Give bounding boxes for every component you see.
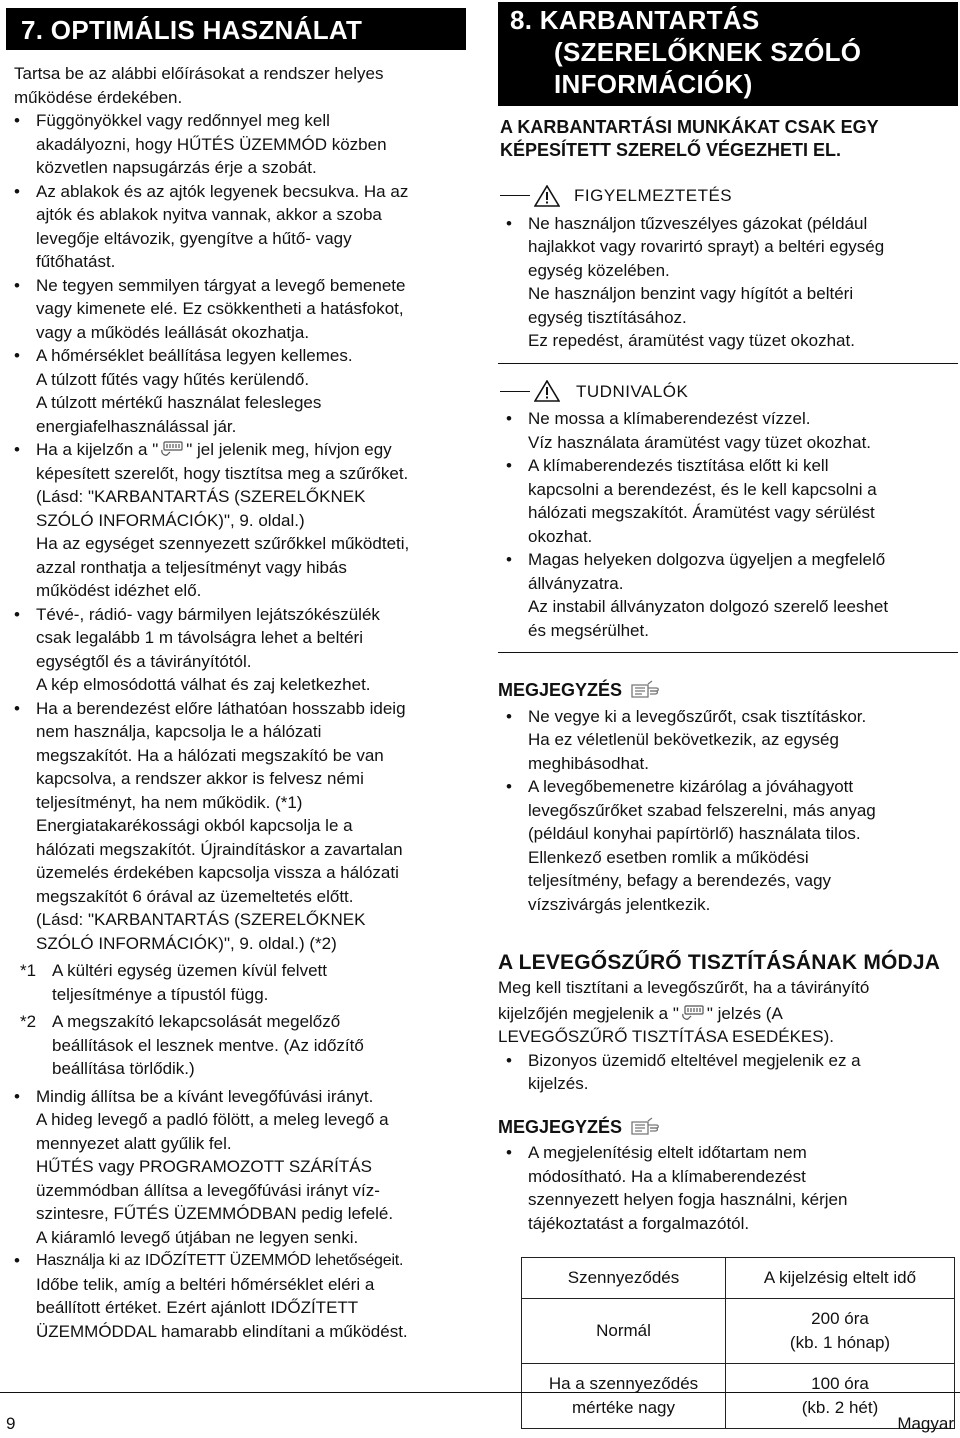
bullet-temperature: • A hőmérséklet beállítása legyen kellemes. A túlzott fűtés vagy hűtés kerülendő. A túlzott mértékű használat felesleges energiafelhasználással jár.: [6, 344, 466, 438]
footnote-2: *2 A megszakító lekapcsolását megelőző beállítások el lesznek mentve. (Az időzítő beállítása törlődik.): [20, 1012, 364, 1078]
bullet-air-inlet: • Ne tegyen semmilyen tárgyat a levegő bemenete vagy kimenete elé. Ez csökkentheti a hatásfokot, vagy a működés leállását okozhatja.: [6, 274, 466, 345]
warning-heading: FIGYELMEZTETÉS: [500, 184, 958, 208]
bullet-long-unused: • Ha a berendezést előre láthatóan hosszabb ideig nem használja, kapcsolja le a hálózati megszakítót. Ha a hálózati megszakító be van kapcsolva, a rendszer akkor is felvesz némi teljesítményt, ha nem működik. (*1) Energiatakarékossági okból kapcsolja le a hálózati megszakítót. Újraindításkor a zavartalan üzemelés érdekében kapcsolja vissza a hálózati megszakítót 6 órával az üzemeltetés előtt. (Lásd: "KARBANTARTÁS (SZERELŐKNEK SZÓLÓ INFORMÁCIÓK)", 9. oldal.) (*2): [6, 697, 466, 956]
table-header-cell: A kijelzésig eltelt idő: [726, 1258, 955, 1299]
table-header-cell: Szennyeződés: [522, 1258, 726, 1299]
bullet-curtains: • Függönyökkel vagy redőnnyel meg kell akadályozni, hogy HŰTÉS ÜZEMMÓD közben közvetlen napsugárzás érje a szobát.: [6, 109, 466, 180]
note-hand-icon: [630, 679, 662, 699]
bullet-switch-off: • A klímaberendezés tisztítása előtt ki kell kapcsolni a berendezést, és le kell kapcsolni a hálózati megszakítót. Áramütést vagy sérülést okozhat.: [498, 454, 958, 548]
usage-bullets-2: [6, 1085, 466, 1344]
caution-rule: [498, 652, 958, 653]
page-number: 9: [6, 1414, 16, 1433]
warning-bullets: [498, 212, 958, 353]
filter-cleaning-heading: A LEVEGŐSZŰRŐ TISZTÍTÁSÁNAK MÓDJA: [498, 951, 941, 974]
filter-cleaning-bullets: [498, 1049, 958, 1096]
intro-text: Tartsa be az alábbi előírásokat a rendszer helyes működése érdekében.: [14, 64, 384, 107]
filter-cleaning-text: Meg kell tisztítani a levegőszűrőt, ha a távirányító kijelzőjén megjelenik a " " jelzés (A LEVEGŐSZŰRŐ TISZTÍTÁSA ESEDÉKES).: [498, 978, 870, 1046]
table-cell: 100 óra (kb. 2 hét): [726, 1364, 955, 1429]
table-header-row: [522, 1258, 955, 1299]
right-column: [498, 0, 958, 1429]
filter-sign-icon: [158, 440, 186, 458]
usage-bullets: [6, 109, 466, 955]
table-row: [522, 1299, 955, 1364]
note-heading-1: MEGJEGYZÉS: [498, 679, 958, 703]
filter-interval-table: [521, 1257, 955, 1429]
footer-language: Magyar: [897, 1414, 954, 1433]
left-column: [6, 0, 466, 1343]
bullet-no-water: • Ne mossa a klímaberendezést vízzel. Víz használata áramütést vagy tüzet okozhat.: [498, 407, 958, 454]
bullet-tv-radio: • Tévé-, rádió- vagy bármilyen lejátszókészülék csak legalább 1 m távolságra lehet a beltéri egységtől és a távirányítótól. A kép elmosódottá válhat és zaj keletkezhet.: [6, 603, 466, 697]
bullet-filter-sign: • Ha a kijelzőn a " " jel jelenik meg, hívjon egy képesített szerelőt, hogy tisztítsa meg a szűrőket. (Lásd: "KARBANTARTÁS (SZERELŐKNEK SZÓLÓ INFORMÁCIÓK)", 9. oldal.) Ha az egységet szennyezett szűrőkkel működteti, azzal ronthatja a teljesítményt vagy hibás működést idézhet elő.: [6, 438, 466, 603]
bullet-display-time: • A megjelenítésig eltelt időtartam nem módosítható. Ha a klímaberendezést szennyezett helyen fogja használni, kérjen tájékoztatást a forgalmazótól.: [498, 1141, 958, 1235]
table-cell: Normál: [522, 1299, 726, 1364]
footnotes: [6, 959, 466, 1081]
bullet-remove-filter: • Ne vegye ki a levegőszűrőt, csak tisztításkor. Ha ez véletlenül bekövetkezik, az egység meghibásodhat.: [498, 705, 958, 776]
table-cell: Ha a szennyeződés mértéke nagy: [522, 1364, 726, 1429]
bullet-approved-filters: • A levegőbemenetre kizárólag a jóváhagyott levegőszűrőket szabad felszerelni, más anyag (például konyhai papírtörlő) használata tilos. Ellenkező esetben romlik a működési teljesítmény, befagy a berendezés, vagy vízszivárgás jelentkezik.: [498, 775, 958, 916]
caution-triangle-icon: [534, 380, 560, 402]
note-heading-2: MEGJEGYZÉS: [498, 1116, 958, 1140]
maintenance-subtitle: A KARBANTARTÁSI MUNKÁKAT CSAK EGY KÉPESÍTETT SZERELŐ VÉGEZHETI EL.: [500, 117, 879, 160]
warning-triangle-icon: [534, 185, 560, 207]
bullet-display-appears: • Bizonyos üzemidő elteltével megjelenik ez a kijelzés.: [498, 1049, 958, 1096]
bullet-air-direction: • Mindig állítsa be a kívánt levegőfúvási irányt. A hideg levegő a padló fölött, a meleg levegő a mennyezet alatt gyűlik fel. HŰTÉS vagy PROGRAMOZOTT SZÁRÍTÁS üzemmódban állítsa a levegőfúvási irányt víz- szintesre, FŰTÉS ÜZEMMÓDBAN pedig lefelé. A kiáramló levegő útjában ne legyen senki.: [6, 1085, 466, 1250]
note-bullets-1: [498, 705, 958, 917]
bullet-timer: • Használja ki az IDŐZÍTETT ÜZEMMÓD lehetőségeit. Időbe telik, amíg a beltéri hőmérséklet eléri a beállított értéket. Ezért ajánlott IDŐZÍTETT ÜZEMMÓDDAL hamarabb elindítani a működést.: [6, 1249, 466, 1343]
note-bullets-2: [498, 1141, 958, 1235]
table-cell: 200 óra (kb. 1 hónap): [726, 1299, 955, 1364]
table-row: [522, 1364, 955, 1429]
caution-heading: TUDNIVALÓK: [500, 380, 958, 404]
bullet-flammable: • Ne használjon tűzveszélyes gázokat (például hajlakkot vagy rovarirtó sprayt) a beltéri egység egység közelében. Ne használjon benzint vagy hígítót a beltéri egység tisztításához. Ez repedést, áramütést vagy tüzet okozhat.: [498, 212, 958, 353]
bullet-windows: • Az ablakok és az ajtók legyenek becsukva. Ha az ajtók és ablakok nyitva vannak, akkor a szoba levegője eltávozik, gyengítve a hűtő- vagy fűtőhatást.: [6, 180, 466, 274]
note-hand-icon: [630, 1116, 662, 1136]
footnote-1: *1 A kültéri egység üzemen kívül felvett teljesítménye a típustól függ.: [20, 961, 327, 1004]
caution-bullets: [498, 407, 958, 642]
filter-sign-icon: [679, 1004, 707, 1022]
section-7-title: 7. OPTIMÁLIS HASZNÁLAT: [6, 8, 466, 50]
warning-rule: [498, 363, 958, 364]
section-8-title: 8. KARBANTARTÁS (SZERELŐKNEK SZÓLÓ INFORMÁCIÓK): [498, 2, 958, 106]
bullet-scaffolding: • Magas helyeken dolgozva ügyeljen a megfelelő állványzatra. Az instabil állványzaton dolgozó szerelő leeshet és megsérülhet.: [498, 548, 958, 642]
footer-rule: [0, 1392, 960, 1393]
